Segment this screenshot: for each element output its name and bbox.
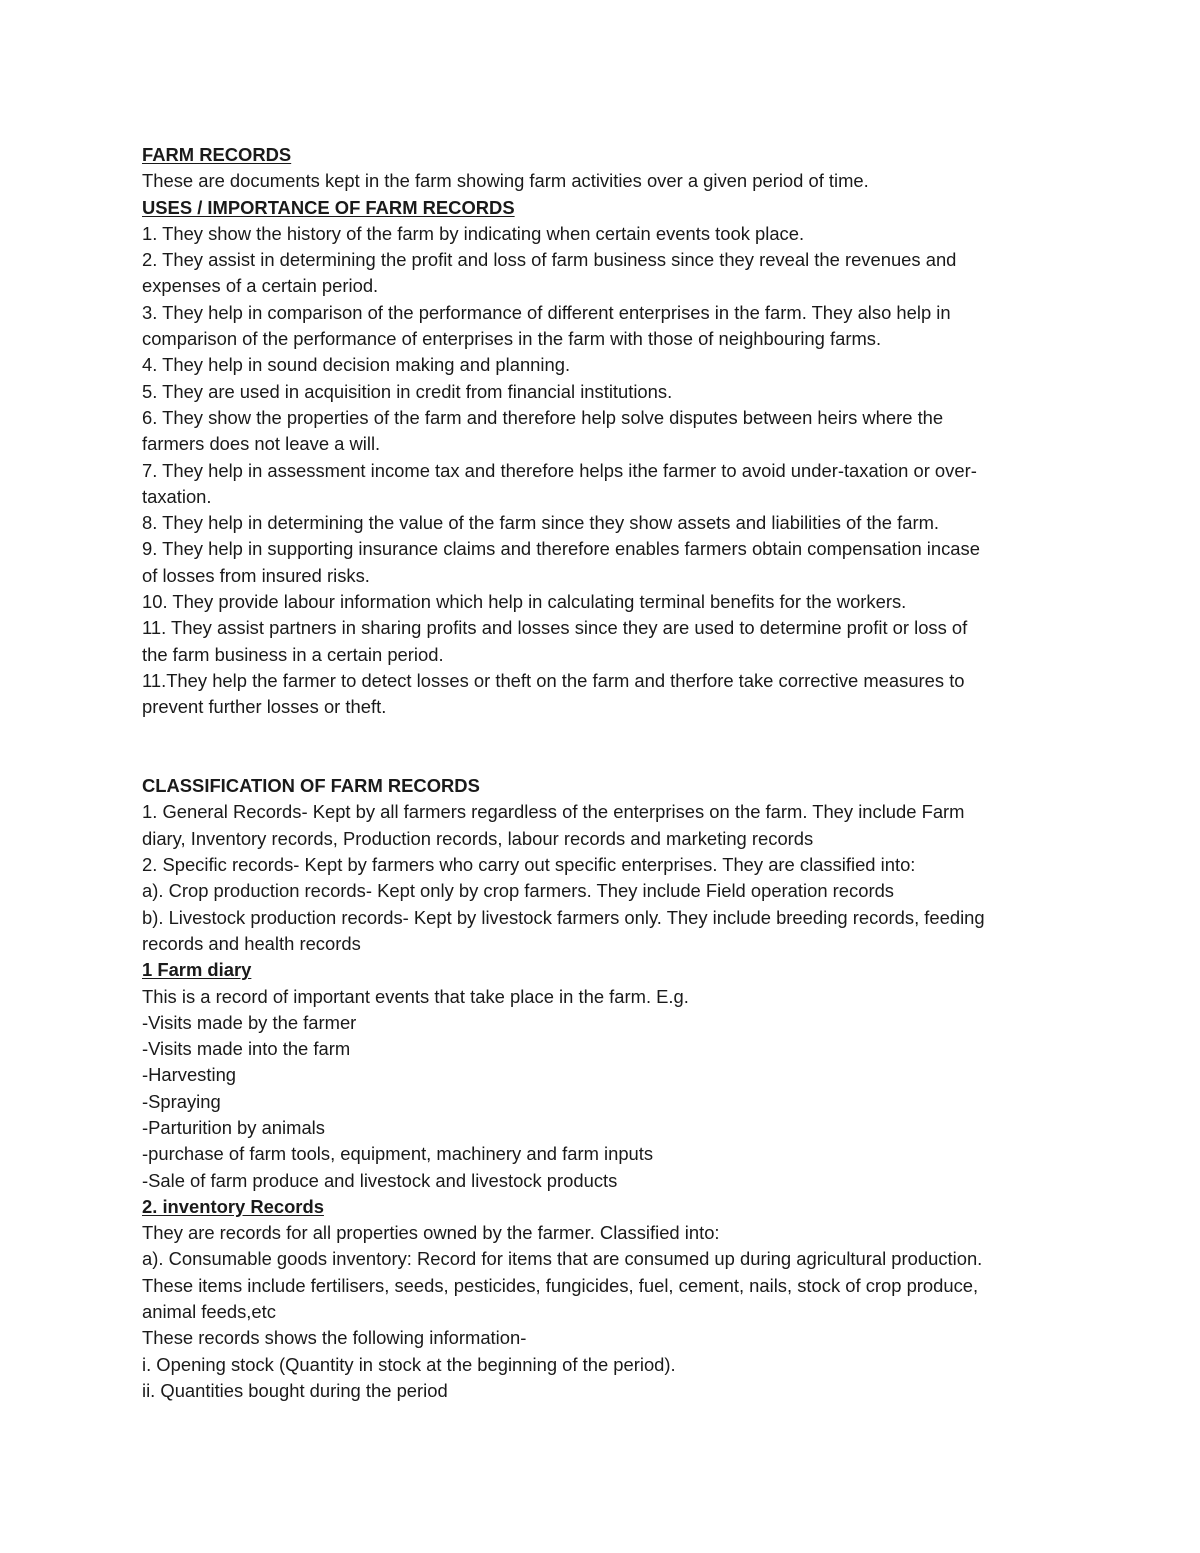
inventory-heading: 2. inventory Records [142,1195,324,1217]
classification-heading: CLASSIFICATION OF FARM RECORDS [142,775,480,797]
use-item-continued: prevent further losses or theft. [142,696,387,718]
farm-diary-item: -Visits made into the farm [142,1038,351,1060]
use-item-continued: taxation. [142,485,212,507]
farm-diary-intro: This is a record of important events that take place in the farm. E.g. [142,985,689,1007]
inventory-line: i. Opening stock (Quantity in stock at the beginning of the period). [142,1353,676,1375]
inventory-line: ii. Quantities bought during the period [142,1379,448,1401]
use-item: 2. They assist in determining the profit and loss of farm business since they reveal the revenues and [142,249,957,271]
use-item-continued: comparison of the performance of enterprises in the farm with those of neighbouring farms. [142,328,882,350]
use-item-continued: the farm business in a certain period. [142,643,444,665]
use-item: 11. They assist partners in sharing profits and losses since they are used to determine profit or loss of [142,617,968,639]
use-item: 3. They help in comparison of the performance of different enterprises in the farm. They also help in [142,301,951,323]
use-item: 11.They help the farmer to detect losses or theft on the farm and therfore take corrective measures to [142,669,965,691]
use-item-continued: expenses of a certain period. [142,275,379,297]
inventory-line: These records shows the following information- [142,1327,527,1349]
use-item: 7. They help in assessment income tax and therefore helps ithe farmer to avoid under-taxation or over- [142,459,977,481]
farm-diary-item: -Spraying [142,1090,221,1112]
classification-list [142,799,1077,957]
use-item: 5. They are used in acquisition in credit from financial institutions. [142,380,673,402]
farm-diary-item: -Visits made by the farmer [142,1011,357,1033]
use-item: 6. They show the properties of the farm and therefore help solve disputes between heirs where the [142,406,944,428]
use-item: 4. They help in sound decision making and planning. [142,354,571,376]
use-item-continued: of losses from insured risks. [142,564,370,586]
classification-item: 2. Specific records- Kept by farmers who carry out specific enterprises. They are classified into: [142,854,916,876]
use-item: 1. They show the history of the farm by indicating when certain events took place. [142,222,805,244]
use-item: 10. They provide labour information which help in calculating terminal benefits for the workers. [142,591,907,613]
classification-item-continued: records and health records [142,932,361,954]
use-item: 8. They help in determining the value of the farm since they show assets and liabilities of the farm. [142,512,940,534]
farm-diary-item: -Harvesting [142,1064,237,1086]
inventory-line: These items include fertilisers, seeds, pesticides, fungicides, fuel, cement, nails, stock of crop produce, [142,1274,979,1296]
inventory-body [142,1220,1077,1404]
farm-diary-item: -Sale of farm produce and livestock and livestock products [142,1169,618,1191]
classification-item-continued: diary, Inventory records, Production records, labour records and marketing records [142,827,814,849]
use-item: 9. They help in supporting insurance claims and therefore enables farmers obtain compensation incase [142,538,980,560]
inventory-line: They are records for all properties owned by the farmer. Classified into: [142,1222,720,1244]
farm-diary-heading: 1 Farm diary [142,959,252,981]
farm-diary-item: -purchase of farm tools, equipment, machinery and farm inputs [142,1143,654,1165]
document-title: FARM RECORDS [142,144,292,165]
document-body [142,142,1077,1404]
uses-list [142,221,1077,721]
inventory-line: animal feeds,etc [142,1301,276,1323]
section-spacer [142,721,1077,774]
use-item-continued: farmers does not leave a will. [142,433,381,455]
classification-item: b). Livestock production records- Kept by livestock farmers only. They include breeding records, feeding [142,906,985,928]
classification-item: 1. General Records- Kept by all farmers regardless of the enterprises on the farm. They include Farm [142,801,965,823]
definition-text: These are documents kept in the farm showing farm activities over a given period of time. [142,170,869,192]
inventory-line: a). Consumable goods inventory: Record for items that are consumed up during agricultural production. [142,1248,983,1270]
farm-diary-list [142,1010,1077,1194]
uses-heading: USES / IMPORTANCE OF FARM RECORDS [142,196,515,218]
classification-item: a). Crop production records- Kept only by crop farmers. They include Field operation records [142,880,894,902]
farm-diary-item: -Parturition by animals [142,1116,325,1138]
